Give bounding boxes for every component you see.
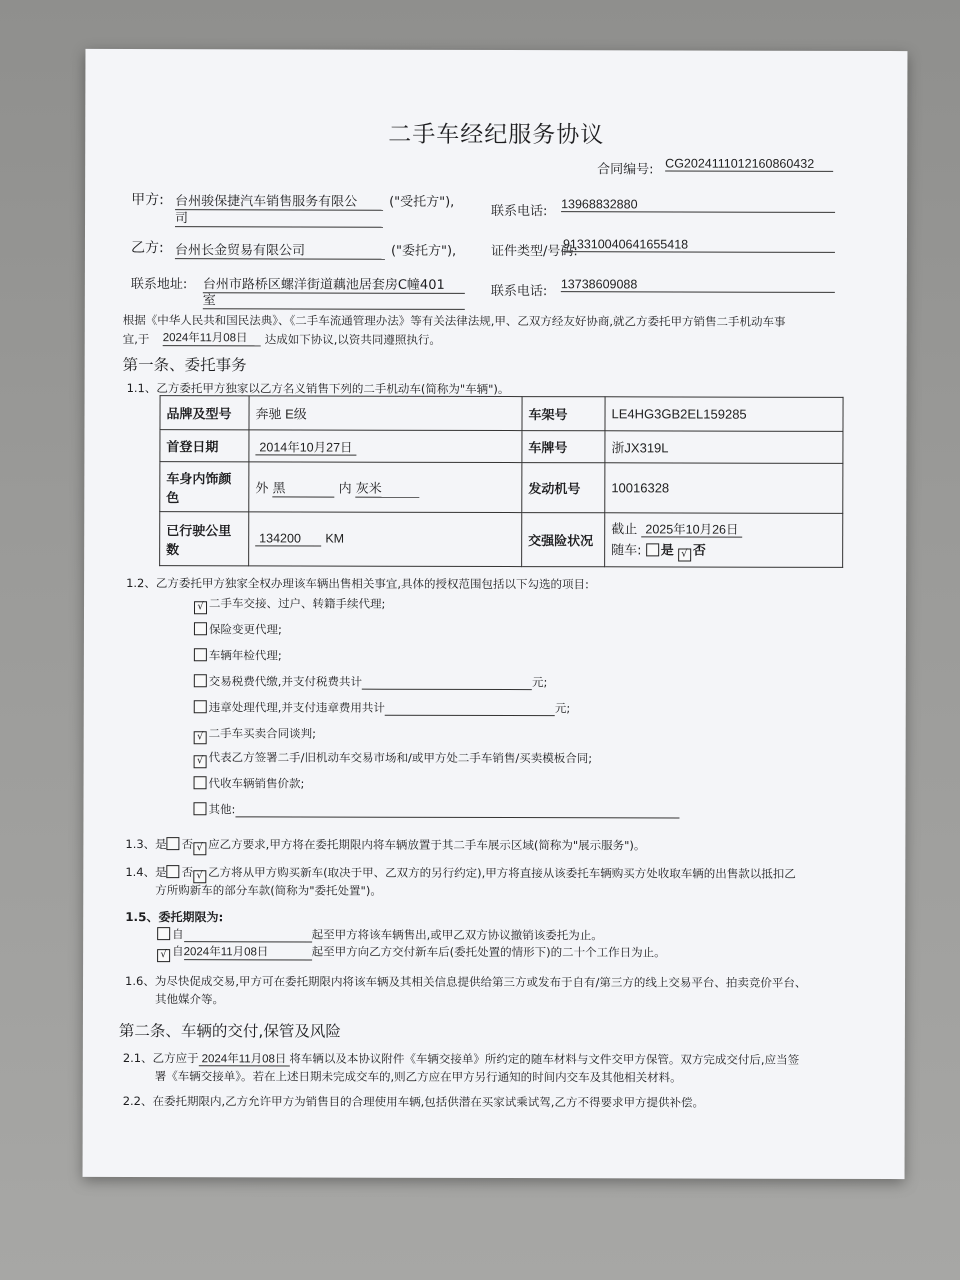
- insurance-until-label: 截止: [611, 522, 638, 538]
- party-b-phone-label: 联系电话:: [490, 283, 548, 300]
- section-1-title: 第一条、委托事务: [122, 356, 247, 375]
- auth-item-label: 车辆年检代理;: [208, 648, 282, 663]
- clause-1-5-title: 1.5、委托期限为:: [125, 910, 224, 925]
- clause-1-3-yes-label: 是: [155, 837, 167, 852]
- with-car-no-checkbox[interactable]: √: [678, 548, 691, 561]
- clause-1-3: [125, 836, 645, 856]
- preamble-line-1: 根据《中华人民共和国民法典》、《二手车流通管理办法》等有关法律法规,甲、乙双方经友好协商,就乙方委托甲方销售二手机动车事: [122, 313, 786, 329]
- clause-1-3-yes-checkbox[interactable]: [167, 837, 180, 850]
- party-a-name: 台州骏保捷汽车销售服务有限公: [175, 190, 383, 211]
- with-car-yes-checkbox[interactable]: [646, 543, 659, 556]
- auth-item-label: 二手车买卖合同谈判;: [208, 726, 317, 741]
- auth-checkbox[interactable]: [194, 622, 207, 635]
- engine-label: 发动机号: [522, 463, 605, 513]
- with-car-yes-label: 是: [660, 543, 674, 559]
- auth-item-label: 代表乙方签署二手/旧机动车交易市场和/或甲方处二手车销售/买卖模板合同;: [208, 750, 593, 766]
- term-newcar-date: 2024年11月08日: [184, 943, 312, 960]
- auth-item-tax: [194, 673, 548, 690]
- party-b-id: 913310040641655418: [563, 237, 835, 253]
- other-blank[interactable]: [235, 802, 679, 818]
- auth-item-label: 交易税费代缴,并支付税费共计: [208, 674, 362, 689]
- auth-item-label: 其他:: [208, 802, 236, 817]
- vin-value: LE4HG3GB2EL159285: [605, 397, 843, 432]
- clause-2-1-text: 将车辆以及本协议附件《车辆交接单》所约定的随车材料与文件交甲方保管。双方完成交付后,应当签: [289, 1051, 800, 1067]
- vin-label: 车架号: [522, 397, 605, 431]
- auth-checkbox[interactable]: √: [194, 601, 207, 614]
- color-label: 车身内饰颜色: [160, 462, 249, 512]
- section-2-title: 第二条、车辆的交付,保管及风险: [118, 1022, 341, 1041]
- auth-checkbox[interactable]: [194, 674, 207, 687]
- party-b-phone: 13738609088: [561, 277, 835, 293]
- auth-checkbox[interactable]: [194, 700, 207, 713]
- interior-label: 内: [338, 481, 352, 497]
- auth-item-label: 保险变更代理;: [208, 622, 282, 637]
- engine-value: 10016328: [605, 463, 843, 514]
- tax-amount-blank[interactable]: [362, 675, 532, 690]
- violation-unit: 元;: [554, 701, 571, 716]
- clause-1-3-no-label: 否: [181, 837, 194, 852]
- brand-label: 品牌及型号: [160, 396, 249, 430]
- term-option-sale: [157, 926, 603, 943]
- address-line-2: 室: [203, 289, 465, 310]
- auth-item-collect-payment: [194, 775, 305, 791]
- auth-item-other: [193, 801, 679, 818]
- violation-amount-blank[interactable]: [385, 701, 555, 716]
- reg-date-value: 2014年10月27日: [255, 440, 356, 455]
- exterior-label: 外: [255, 480, 269, 496]
- clause-1-6: 1.6、为尽快促成交易,甲方可在委托期限内将该车辆及其相关信息提供给第三方或发布于自有/第三方的线上交易平台、拍卖竞价平台、: [125, 974, 807, 990]
- party-b-id-label: 证件类型/号码:: [490, 243, 578, 260]
- clause-1-4-no-label: 否: [181, 865, 194, 880]
- preamble-line-2b: 达成如下协议,以资共同遵照执行。: [264, 332, 441, 347]
- party-b-label: 乙方:: [130, 240, 164, 257]
- clause-2-1-cont: 署《车辆交接单》。若在上述日期未完成交车的,则乙方应在甲方另行通知的时间内交车及其他相关材料。: [154, 1069, 682, 1085]
- party-b-role: ("委托方"),: [390, 243, 457, 259]
- clause-1-4-text-cont: 方所购新车的部分车款(简称为"委托处置")。: [155, 883, 382, 898]
- auth-item-insurance: [194, 621, 282, 637]
- clause-1-1: 1.1、乙方委托甲方独家以乙方名义销售下列的二手机动车(简称为"车辆")。: [126, 381, 510, 397]
- plate-label: 车牌号: [522, 431, 605, 463]
- party-a-label: 甲方:: [131, 192, 164, 209]
- clause-1-4-text: 乙方将从甲方购买新车(取决于甲、乙双方的另行约定),甲方将直接从该委托车辆购买方处收取车辆的出售款以抵扣乙: [208, 865, 796, 881]
- auth-item-label: 违章处理代理,并支付违章费用共计: [208, 700, 385, 715]
- clause-1-3-no-checkbox[interactable]: √: [193, 842, 206, 855]
- auth-checkbox[interactable]: [193, 802, 206, 815]
- clause-1-4-num: 1.4、: [125, 865, 156, 880]
- clause-1-2: 1.2、乙方委托甲方独家全权办理该车辆出售相关事宜,具体的授权范围包括以下勾选的项目:: [126, 576, 589, 592]
- auth-item-inspection: [194, 647, 282, 663]
- term-from-label: 自: [172, 927, 184, 942]
- party-a-role: ("受托方"),: [389, 194, 455, 210]
- clause-2-1: [123, 1050, 799, 1068]
- mileage-value: 134200: [255, 531, 321, 546]
- clause-1-4-yes-label: 是: [155, 865, 167, 880]
- auth-item-transfer: [194, 595, 385, 615]
- exterior-color: 黑: [272, 477, 334, 497]
- auth-item-label: 代收车辆销售价款;: [208, 776, 305, 791]
- auth-checkbox[interactable]: √: [194, 755, 207, 768]
- auth-checkbox[interactable]: √: [194, 731, 207, 744]
- preamble-date: 2024年11月08日: [163, 329, 261, 346]
- mileage-unit: KM: [325, 531, 345, 546]
- tax-unit: 元;: [531, 675, 548, 690]
- clause-1-3-num: 1.3、: [125, 837, 156, 852]
- party-b-name: 台州长金贸易有限公司: [175, 239, 385, 260]
- term-from-label: 自: [172, 944, 184, 959]
- auth-checkbox[interactable]: [194, 776, 207, 789]
- vehicle-table: [159, 395, 843, 568]
- plate-value: 浙JX319L: [605, 431, 843, 464]
- auth-checkbox[interactable]: [194, 648, 207, 661]
- auth-item-sign-contract: [194, 749, 593, 769]
- clause-2-1-prefix: 2.1、乙方应于: [122, 1051, 199, 1066]
- auth-item-negotiation: [194, 725, 316, 744]
- contract-no: CG2024111012160860432: [665, 156, 833, 171]
- contract-no-label: 合同编号:: [597, 162, 654, 178]
- term-sale-date-blank[interactable]: [184, 927, 312, 942]
- interior-color: 灰米: [356, 477, 420, 497]
- contract-paper: [83, 49, 908, 1179]
- term-newcar-text: 起至甲方向乙方交付新车后(委托处置的情形下)的二十个工作日为止。: [311, 944, 666, 960]
- auth-item-label: 二手车交接、过户、转籍手续代理;: [209, 596, 386, 611]
- mileage-label: 已行驶公里数: [160, 512, 249, 566]
- address-line-1: 台州市路桥区螺洋街道藕池居套房C幢401: [203, 273, 465, 294]
- address-label: 联系地址:: [130, 277, 188, 293]
- term-newcar-checkbox[interactable]: √: [157, 949, 170, 962]
- term-sale-text: 起至甲方将该车辆售出,或甲乙双方协议撤销该委托为止。: [311, 927, 603, 943]
- with-car-label: 随车:: [611, 543, 642, 559]
- clause-2-2: 2.2、在委托期限内,乙方允许甲方为销售目的合理使用车辆,包括供潜在买家试乘试驾,乙方不得要求甲方提供补偿。: [122, 1094, 704, 1110]
- clause-1-4-yes-checkbox[interactable]: [167, 865, 180, 878]
- clause-1-4-no-checkbox[interactable]: √: [193, 870, 206, 883]
- party-a-phone: 13968832880: [561, 197, 835, 213]
- clause-1-3-text: 应乙方要求,甲方将在委托期限内将车辆放置于其二手车展示区域(简称为"展示服务")。: [208, 837, 646, 853]
- clause-1-6-cont: 其他媒介等。: [154, 992, 225, 1007]
- party-a-name-cont: 司: [175, 207, 383, 228]
- preamble-line-2a: 宜,于: [122, 332, 150, 347]
- term-sale-checkbox[interactable]: [157, 927, 170, 940]
- auth-item-violation: [194, 699, 571, 716]
- party-a-phone-label: 联系电话:: [491, 203, 548, 220]
- clause-2-1-date: 2024年11月08日: [199, 1053, 290, 1066]
- with-car-no-label: 否: [692, 543, 706, 559]
- term-option-newcar: [157, 943, 666, 963]
- insurance-until-date: 2025年10月26日: [641, 522, 742, 537]
- insurance-label: 交强险状况: [522, 513, 605, 567]
- reg-date-label: 首登日期: [160, 430, 249, 462]
- page-title: 二手车经纪服务协议: [388, 121, 605, 149]
- brand-value: 奔驰 E级: [249, 396, 522, 431]
